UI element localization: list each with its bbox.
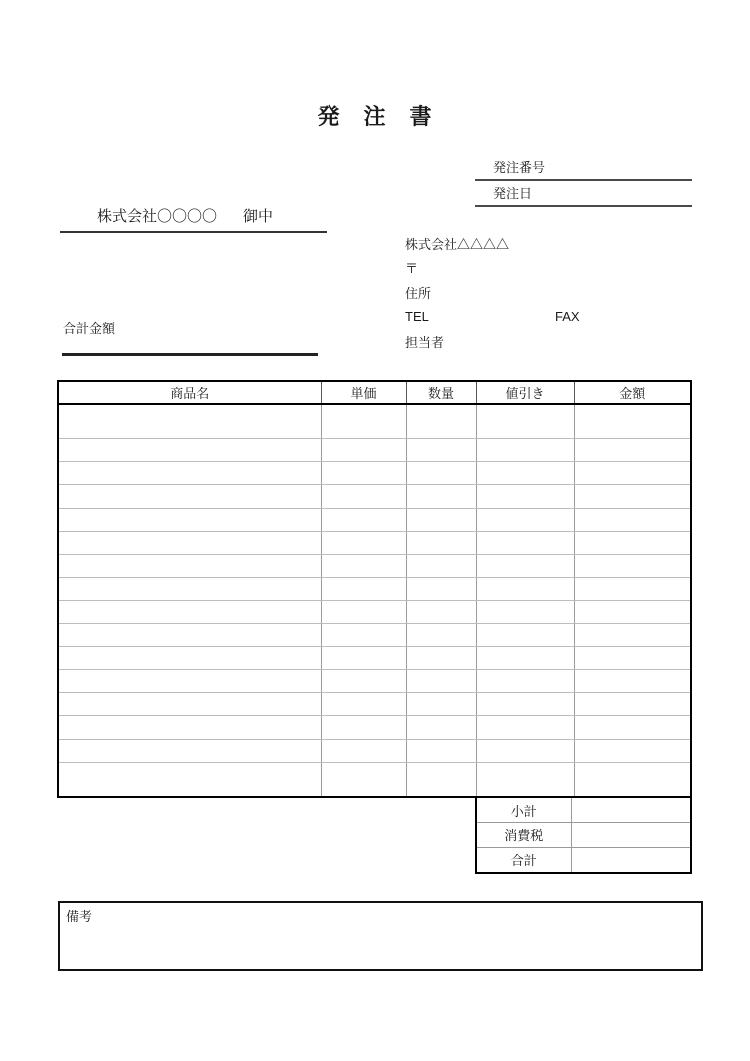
items-table: [57, 380, 692, 798]
item-cell[interactable]: [476, 439, 574, 462]
item-row: [58, 404, 691, 439]
item-cell[interactable]: [574, 647, 691, 670]
items-table-header: [58, 381, 691, 404]
item-cell[interactable]: [406, 716, 476, 739]
item-cell[interactable]: [321, 670, 406, 693]
item-cell[interactable]: [476, 647, 574, 670]
item-cell[interactable]: [58, 624, 321, 647]
item-row: [58, 485, 691, 508]
item-cell[interactable]: [321, 739, 406, 762]
item-cell[interactable]: [476, 624, 574, 647]
item-row: [58, 554, 691, 577]
item-cell[interactable]: [58, 554, 321, 577]
item-row: [58, 693, 691, 716]
item-row: [58, 624, 691, 647]
summary-row-subtotal: [476, 797, 691, 823]
header-cell-discount: 値引き: [476, 381, 574, 404]
sender-postal-line: [405, 256, 695, 281]
item-cell[interactable]: [58, 577, 321, 600]
order-number-field: [475, 156, 692, 181]
sender-address-line: [405, 280, 695, 305]
sender-tel-fax-line: [405, 305, 695, 330]
header-row: [58, 381, 691, 404]
recipient-company: 株式会社〇〇〇〇: [97, 208, 218, 225]
item-cell[interactable]: [574, 439, 691, 462]
grand-total-value[interactable]: [571, 847, 691, 873]
header-cell-amount: 金額: [574, 381, 691, 404]
item-cell[interactable]: [476, 404, 574, 439]
item-cell[interactable]: [58, 716, 321, 739]
item-cell[interactable]: [321, 485, 406, 508]
item-cell[interactable]: [321, 462, 406, 485]
item-cell[interactable]: [58, 762, 321, 797]
item-cell[interactable]: [574, 600, 691, 623]
item-cell[interactable]: [58, 739, 321, 762]
item-cell[interactable]: [406, 762, 476, 797]
order-date-label: 発注日: [493, 186, 533, 201]
item-cell[interactable]: [574, 404, 691, 439]
item-cell[interactable]: [321, 647, 406, 670]
item-cell[interactable]: [406, 739, 476, 762]
item-row: [58, 762, 691, 797]
subtotal-label: 小計: [476, 797, 571, 823]
item-cell[interactable]: [406, 508, 476, 531]
item-cell[interactable]: [406, 554, 476, 577]
sender-contact-label: 担当者: [405, 334, 445, 350]
subtotal-value[interactable]: [571, 797, 691, 823]
header-cell-unit-price: 単価: [321, 381, 406, 404]
item-cell[interactable]: [574, 485, 691, 508]
item-cell[interactable]: [476, 554, 574, 577]
item-cell[interactable]: [406, 647, 476, 670]
sender-company-line: [405, 231, 695, 256]
item-cell[interactable]: [406, 624, 476, 647]
item-cell[interactable]: [476, 739, 574, 762]
item-cell[interactable]: [321, 693, 406, 716]
item-cell[interactable]: [321, 716, 406, 739]
item-cell[interactable]: [574, 462, 691, 485]
item-cell[interactable]: [321, 404, 406, 439]
item-cell[interactable]: [574, 693, 691, 716]
item-cell[interactable]: [321, 531, 406, 554]
item-cell[interactable]: [58, 600, 321, 623]
item-cell[interactable]: [574, 716, 691, 739]
item-cell[interactable]: [406, 485, 476, 508]
total-amount-label: 合計金額: [63, 321, 116, 336]
item-cell[interactable]: [476, 670, 574, 693]
item-cell[interactable]: [574, 577, 691, 600]
header-cell-quantity: 数量: [406, 381, 476, 404]
item-cell[interactable]: [476, 462, 574, 485]
item-cell[interactable]: [574, 624, 691, 647]
sender-address-label: 住所: [405, 285, 432, 301]
item-cell[interactable]: [406, 693, 476, 716]
item-cell[interactable]: [476, 693, 574, 716]
item-cell[interactable]: [58, 462, 321, 485]
item-cell[interactable]: [574, 508, 691, 531]
sender-postal-value[interactable]: [418, 262, 695, 274]
sender-company: 株式会社△△△△: [405, 236, 510, 252]
grand-total-label: 合計: [476, 847, 571, 873]
header-cell-product-name: 商品名: [58, 381, 321, 404]
item-cell[interactable]: [476, 600, 574, 623]
sender-fax-value[interactable]: [580, 311, 680, 323]
recipient-honorific: 御中: [243, 208, 274, 225]
item-cell[interactable]: [476, 531, 574, 554]
item-cell[interactable]: [476, 508, 574, 531]
order-number-label: 発注番号: [493, 160, 546, 175]
item-cell[interactable]: [321, 762, 406, 797]
item-cell[interactable]: [58, 439, 321, 462]
item-row: [58, 600, 691, 623]
item-cell[interactable]: [406, 439, 476, 462]
item-cell[interactable]: [476, 762, 574, 797]
item-row: [58, 439, 691, 462]
items-table-body: [58, 404, 691, 797]
remarks-box[interactable]: [58, 901, 703, 971]
item-cell[interactable]: [406, 577, 476, 600]
item-cell[interactable]: [406, 670, 476, 693]
sender-fax-label: FAX: [555, 309, 580, 325]
item-row: [58, 716, 691, 739]
tax-value[interactable]: [571, 823, 691, 848]
item-cell[interactable]: [574, 670, 691, 693]
order-date-value[interactable]: [532, 188, 692, 202]
item-cell[interactable]: [321, 439, 406, 462]
item-cell[interactable]: [476, 577, 574, 600]
item-cell[interactable]: [58, 404, 321, 439]
item-cell[interactable]: [58, 531, 321, 554]
item-cell[interactable]: [321, 624, 406, 647]
summary-row-total: [476, 847, 691, 873]
item-row: [58, 739, 691, 762]
item-cell[interactable]: [58, 647, 321, 670]
item-cell[interactable]: [58, 508, 321, 531]
item-cell[interactable]: [321, 508, 406, 531]
item-cell[interactable]: [58, 693, 321, 716]
summary-table: [475, 796, 692, 874]
item-cell[interactable]: [321, 554, 406, 577]
item-cell[interactable]: [406, 404, 476, 439]
summary-row-tax: [476, 823, 691, 848]
item-cell[interactable]: [58, 485, 321, 508]
item-cell[interactable]: [406, 531, 476, 554]
item-row: [58, 670, 691, 693]
tax-label: 消費税: [476, 823, 571, 848]
item-cell[interactable]: [406, 600, 476, 623]
sender-contact-value[interactable]: [444, 335, 695, 347]
sender-block: [405, 231, 695, 354]
item-row: [58, 531, 691, 554]
item-cell[interactable]: [321, 600, 406, 623]
item-cell[interactable]: [321, 577, 406, 600]
recipient-field: [60, 205, 327, 233]
item-row: [58, 577, 691, 600]
order-number-value[interactable]: [545, 162, 692, 176]
total-amount-field: [62, 318, 318, 356]
postal-mark-icon: 〒: [405, 261, 419, 277]
sender-contact-line: [405, 329, 695, 354]
item-cell[interactable]: [574, 739, 691, 762]
remarks-label: 備考: [66, 909, 93, 924]
page-title: 発 注 書: [317, 104, 433, 129]
item-row: [58, 508, 691, 531]
item-cell[interactable]: [476, 716, 574, 739]
item-cell[interactable]: [574, 531, 691, 554]
item-cell[interactable]: [58, 670, 321, 693]
order-date-field: [475, 181, 692, 207]
item-cell[interactable]: [476, 485, 574, 508]
item-row: [58, 462, 691, 485]
item-cell[interactable]: [574, 762, 691, 797]
sender-address-value[interactable]: [431, 286, 695, 298]
sender-tel-label: TEL: [405, 309, 429, 325]
item-cell[interactable]: [574, 554, 691, 577]
order-meta: [475, 156, 692, 207]
item-cell[interactable]: [406, 462, 476, 485]
item-row: [58, 647, 691, 670]
